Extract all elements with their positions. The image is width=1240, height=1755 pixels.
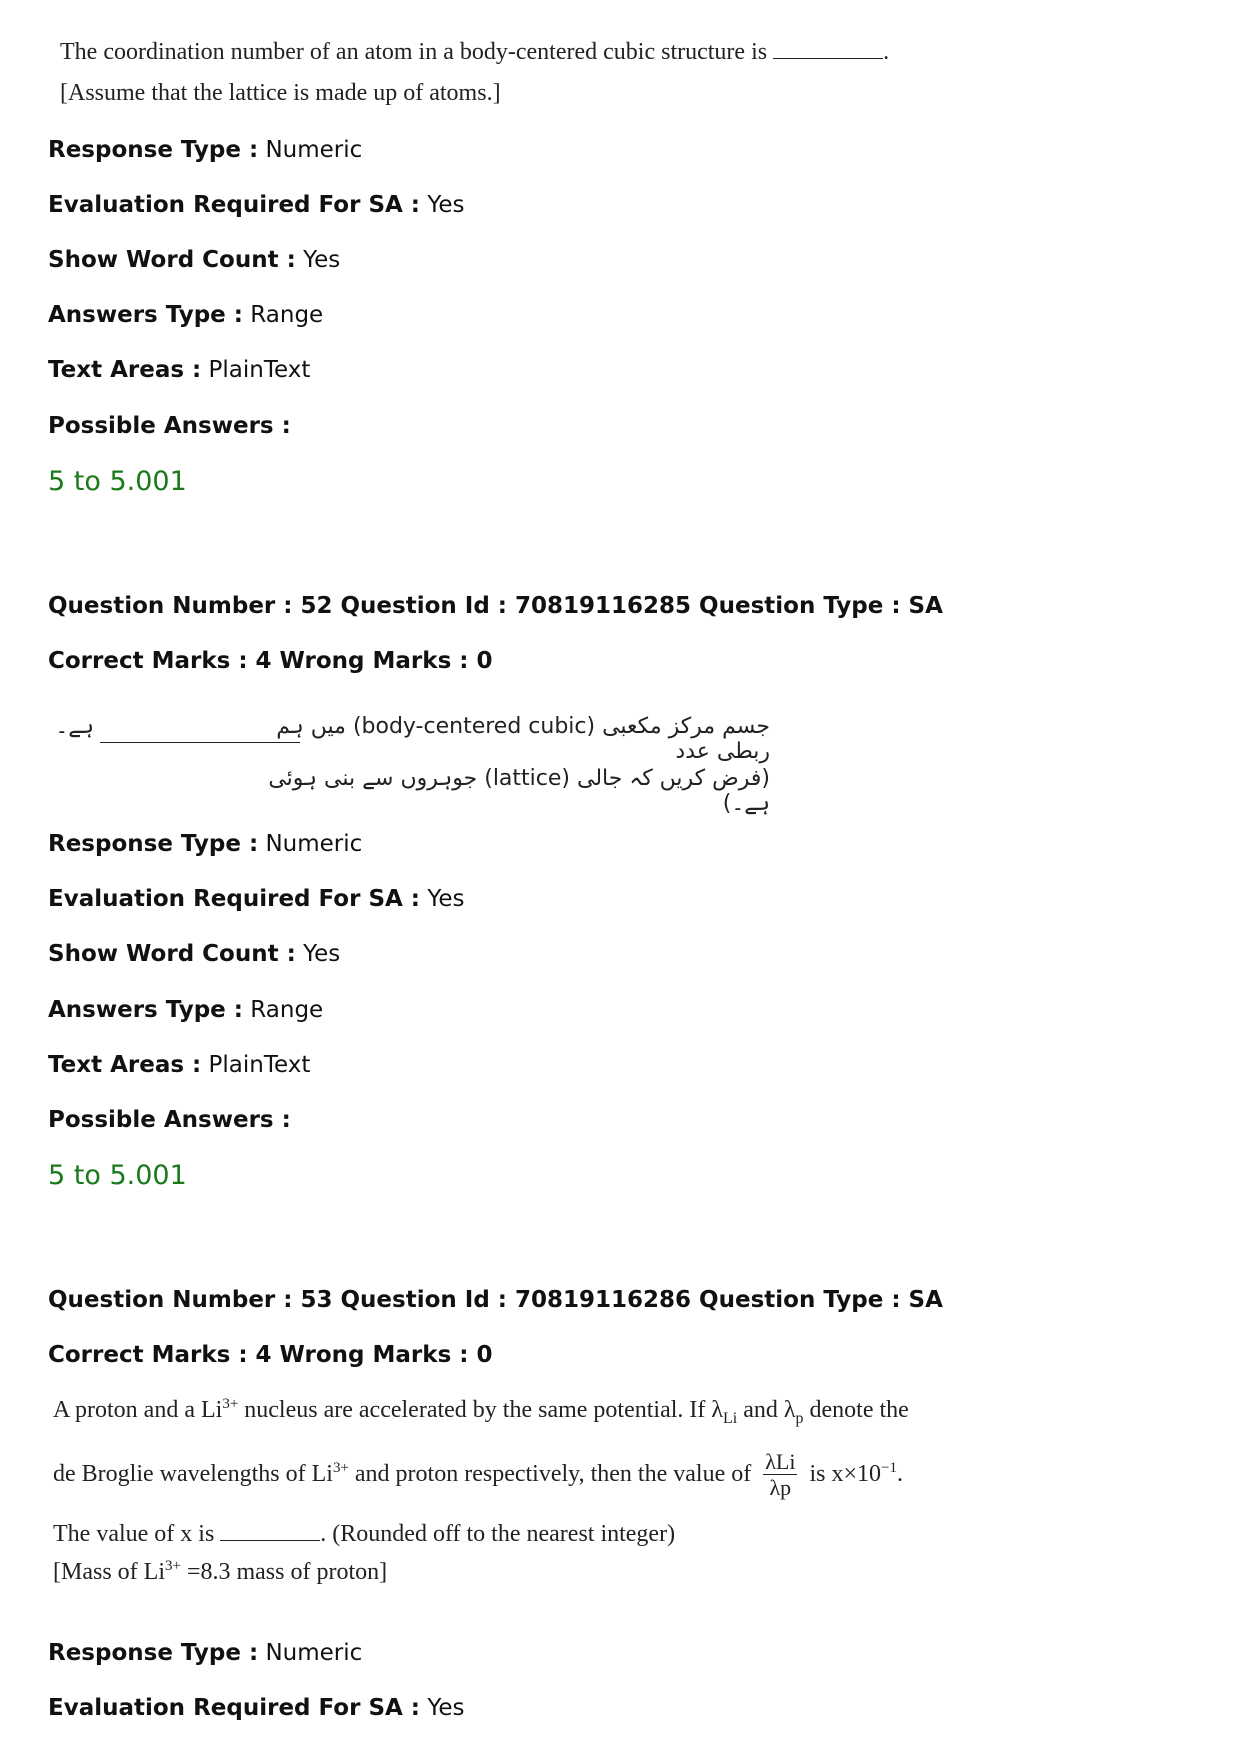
q52-answer: 5 to 5.001 [48,1160,187,1191]
q53-evaluation-required: Evaluation Required For SA : Yes [48,1695,465,1721]
q52-response-type: Response Type : Numeric [48,831,363,857]
q51-possible-answers-label: Possible Answers : [48,413,291,439]
q51-response-type: Response Type : Numeric [48,137,363,163]
q52-show-word-count: Show Word Count : Yes [48,941,341,967]
q52-marks: Correct Marks : 4 Wrong Marks : 0 [48,648,493,674]
q53-response-type: Response Type : Numeric [48,1640,363,1666]
q52-answers-type: Answers Type : Range [48,997,324,1023]
q52-urdu-line1: جسم مرکز مکعبی (body-centered cubic) میں ہم ربطی عدد ہے۔ [55,714,770,764]
q53-stem [53,1390,1173,1590]
q52-urdu-stem [50,708,770,816]
q51-answer: 5 to 5.001 [48,466,187,497]
q51-stem-line1: The coordination number of an atom in a body-centered cubic structure is . [60,39,890,65]
q52-urdu-line2: (فرض کریں کہ جالی (lattice) جوہروں سے بنی ہوئی ہے۔) [268,766,770,816]
q51-show-word-count: Show Word Count : Yes [48,247,341,273]
wavelength-ratio-fraction: $\frac{\text{λLi}}{\lambda p}$ [765,1448,796,1500]
answer-blank [220,1539,320,1541]
q52-text-areas: Text Areas : PlainText [48,1052,311,1078]
q53-header: Question Number : 53 Question Id : 70819116286 Question Type : SA [48,1287,943,1313]
q51-stem [60,38,1160,108]
q53-stem-line2: de Broglie wavelengths of $Li^{3+}$ and proton respectively, then the value of $\frac{\text{λLi}}{\lambda p}$ is $x\times 10^{-1}$. [53,1448,903,1500]
q51-text-areas: Text Areas : PlainText [48,357,311,383]
q52-evaluation-required: Evaluation Required For SA : Yes [48,886,465,912]
answer-blank [100,742,300,743]
q52-header: Question Number : 52 Question Id : 70819116285 Question Type : SA [48,593,943,619]
q51-evaluation-required: Evaluation Required For SA : Yes [48,192,465,218]
answer-blank [773,57,883,59]
q53-marks: Correct Marks : 4 Wrong Marks : 0 [48,1342,493,1368]
q51-stem-line2: [Assume that the lattice is made up of atoms.] [60,79,501,106]
q53-stem-line4: [Mass of $Li^{3+} =8.3$ mass of proton] [53,1558,388,1585]
q53-stem-line1: A proton and a $Li^{3+}$ nucleus are accelerated by the same potential. If $\lambda_{Li}$ and $\lambda_p$ denote the [53,1396,909,1427]
q52-possible-answers-label: Possible Answers : [48,1107,291,1133]
q51-answers-type: Answers Type : Range [48,302,324,328]
q53-stem-line3: The value of x is . (Rounded off to the nearest integer) [53,1521,676,1547]
